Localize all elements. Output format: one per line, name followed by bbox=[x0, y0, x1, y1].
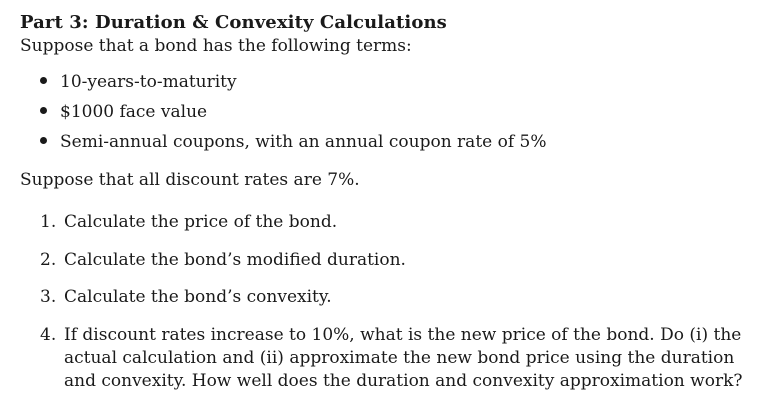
question-number: 1. bbox=[40, 212, 57, 232]
question-text: Calculate the bond’s modified duration. bbox=[64, 250, 406, 270]
bullet-text: 10-years-to-maturity bbox=[60, 72, 237, 92]
bullet-text: $1000 face value bbox=[60, 102, 208, 122]
list-item bbox=[40, 132, 547, 152]
bullet-text: Semi-annual coupons, with an annual coupon rate of 5% bbox=[60, 132, 547, 152]
bullet-dot-icon bbox=[40, 77, 47, 84]
question-number: 4. bbox=[40, 325, 57, 345]
bullet-dot-icon bbox=[40, 107, 47, 114]
question-text: Calculate the bond’s convexity. bbox=[64, 287, 332, 307]
question-item bbox=[40, 211, 750, 234]
question-item bbox=[40, 286, 750, 309]
question-number: 2. bbox=[40, 250, 57, 270]
intro-text: Suppose that a bond has the following terms: bbox=[20, 36, 412, 56]
discount-rate-statement: Suppose that all discount rates are 7%. bbox=[20, 170, 360, 190]
question-text: Calculate the price of the bond. bbox=[64, 212, 338, 232]
list-item bbox=[40, 72, 237, 92]
question-item bbox=[40, 324, 750, 393]
question-number: 3. bbox=[40, 287, 57, 307]
question-item bbox=[40, 249, 750, 272]
bullet-dot-icon bbox=[40, 137, 47, 144]
section-heading: Part 3: Duration & Convexity Calculations bbox=[20, 12, 447, 33]
list-item bbox=[40, 102, 207, 122]
question-text: If discount rates increase to 10%, what is the new price of the bond. Do (i) the actual calculation and (ii) approximate the new bond price using the duration and convexity. How well does the duration and convexity approximation work? bbox=[64, 325, 743, 391]
